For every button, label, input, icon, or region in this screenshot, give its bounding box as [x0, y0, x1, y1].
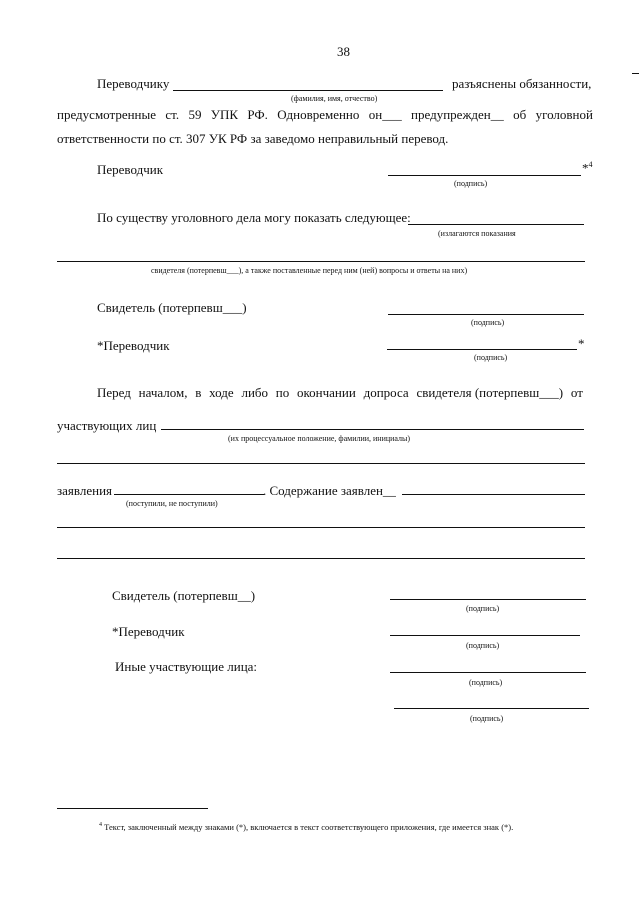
participants-line	[161, 429, 584, 430]
statements-content-line	[402, 494, 585, 495]
testimony-hint-2: свидетеля (потерпевш___), а также поставленные перед ним (ней) вопросы и ответы на них)	[151, 266, 468, 275]
intro-word: уголовной	[535, 107, 593, 122]
translator-hint-2: (подпись)	[474, 353, 508, 362]
translator-signature-line-3	[390, 635, 580, 636]
participants-hint: (их процессуальное положение, фамилии, инициалы)	[228, 434, 411, 443]
intro-word: об	[513, 107, 527, 122]
footnote-text: Текст, заключенный между знаками (*), включается в текст соответствующего приложения, где имеется знак (*).	[104, 822, 514, 832]
star-mark: *	[582, 160, 589, 176]
intro-row2	[57, 107, 593, 123]
statements-line-2	[57, 527, 585, 528]
intro-word: УПК	[210, 107, 239, 122]
statements-hint: (поступили, не поступили)	[126, 499, 218, 508]
intro-word: 59	[188, 107, 202, 122]
intro-name-hint: (фамилия, имя, отчество)	[291, 94, 378, 103]
translator-star-1	[582, 160, 593, 176]
statement-word: по	[275, 385, 290, 400]
translator-label-3: *Переводчик	[112, 624, 185, 639]
intro-word: ст.	[165, 107, 180, 122]
translator-star-2: *	[578, 336, 585, 351]
statements-received-line	[114, 494, 264, 495]
intro-word: он___	[368, 107, 402, 122]
statement-word: либо	[241, 385, 269, 400]
testimony-line-2	[57, 261, 585, 262]
translator-signature-line-1	[388, 175, 581, 176]
witness-hint-2: (подпись)	[466, 604, 500, 613]
statements-label: заявления	[57, 483, 113, 498]
intro-word: предупрежден__	[411, 107, 504, 122]
statements-line-3	[57, 558, 585, 559]
others-signature-line-2	[394, 708, 589, 709]
participants-line-2	[57, 463, 585, 464]
footnote-separator	[57, 808, 208, 809]
others-hint-2: (подпись)	[470, 714, 504, 723]
translator-label-2: *Переводчик	[97, 338, 170, 353]
others-signature-line-1	[390, 672, 586, 673]
statement-word: от	[570, 385, 583, 400]
statement-word: в	[195, 385, 202, 400]
statement-word: Перед	[97, 385, 131, 400]
statement-word: началом,	[138, 385, 188, 400]
intro-row3: ответственности по ст. 307 УК РФ за заведомо неправильный перевод.	[57, 131, 449, 146]
others-hint-1: (подпись)	[469, 678, 503, 687]
translator-signature-line-2	[387, 349, 577, 350]
intro-row1-tail: разъяснены обязанности,	[452, 76, 592, 91]
testimony-line-1	[408, 224, 584, 225]
statements-row1	[97, 385, 583, 401]
statement-word: свидетеля (потерпевш___)	[416, 385, 564, 400]
intro-word: предусмотренные	[57, 107, 157, 122]
statement-word: окончании	[297, 385, 356, 400]
witness-label-1: Свидетель (потерпевш___)	[97, 300, 247, 315]
translator-hint-3: (подпись)	[466, 641, 500, 650]
witness-signature-line-2	[390, 599, 586, 600]
footnote-ref: 4	[588, 160, 593, 169]
testimony-label: По существу уголовного дела могу показать следующее:	[97, 210, 411, 225]
statement-word: ходе	[209, 385, 234, 400]
intro-translator-label: Переводчику	[97, 76, 170, 91]
translator-name-line	[173, 90, 443, 91]
statement-word: допроса	[363, 385, 409, 400]
intro-word: РФ.	[247, 107, 268, 122]
testimony-hint-1: (излагаются показания	[438, 229, 516, 238]
footnote	[99, 822, 513, 832]
witness-signature-line-1	[388, 314, 584, 315]
statements-content-label: . Содержание заявлен__	[263, 483, 396, 498]
translator-hint-1: (подпись)	[454, 179, 488, 188]
footnote-marker: 4	[99, 822, 102, 829]
intro-word: Одновременно	[277, 107, 360, 122]
translator-label-1: Переводчик	[97, 162, 164, 177]
edge-mark	[632, 73, 639, 74]
others-label: Иные участвующие лица:	[115, 659, 258, 674]
page-number: 38	[337, 44, 350, 59]
participants-label: участвующих лиц	[57, 418, 157, 433]
witness-label-2: Свидетель (потерпевш__)	[112, 588, 256, 603]
witness-hint-1: (подпись)	[471, 318, 505, 327]
